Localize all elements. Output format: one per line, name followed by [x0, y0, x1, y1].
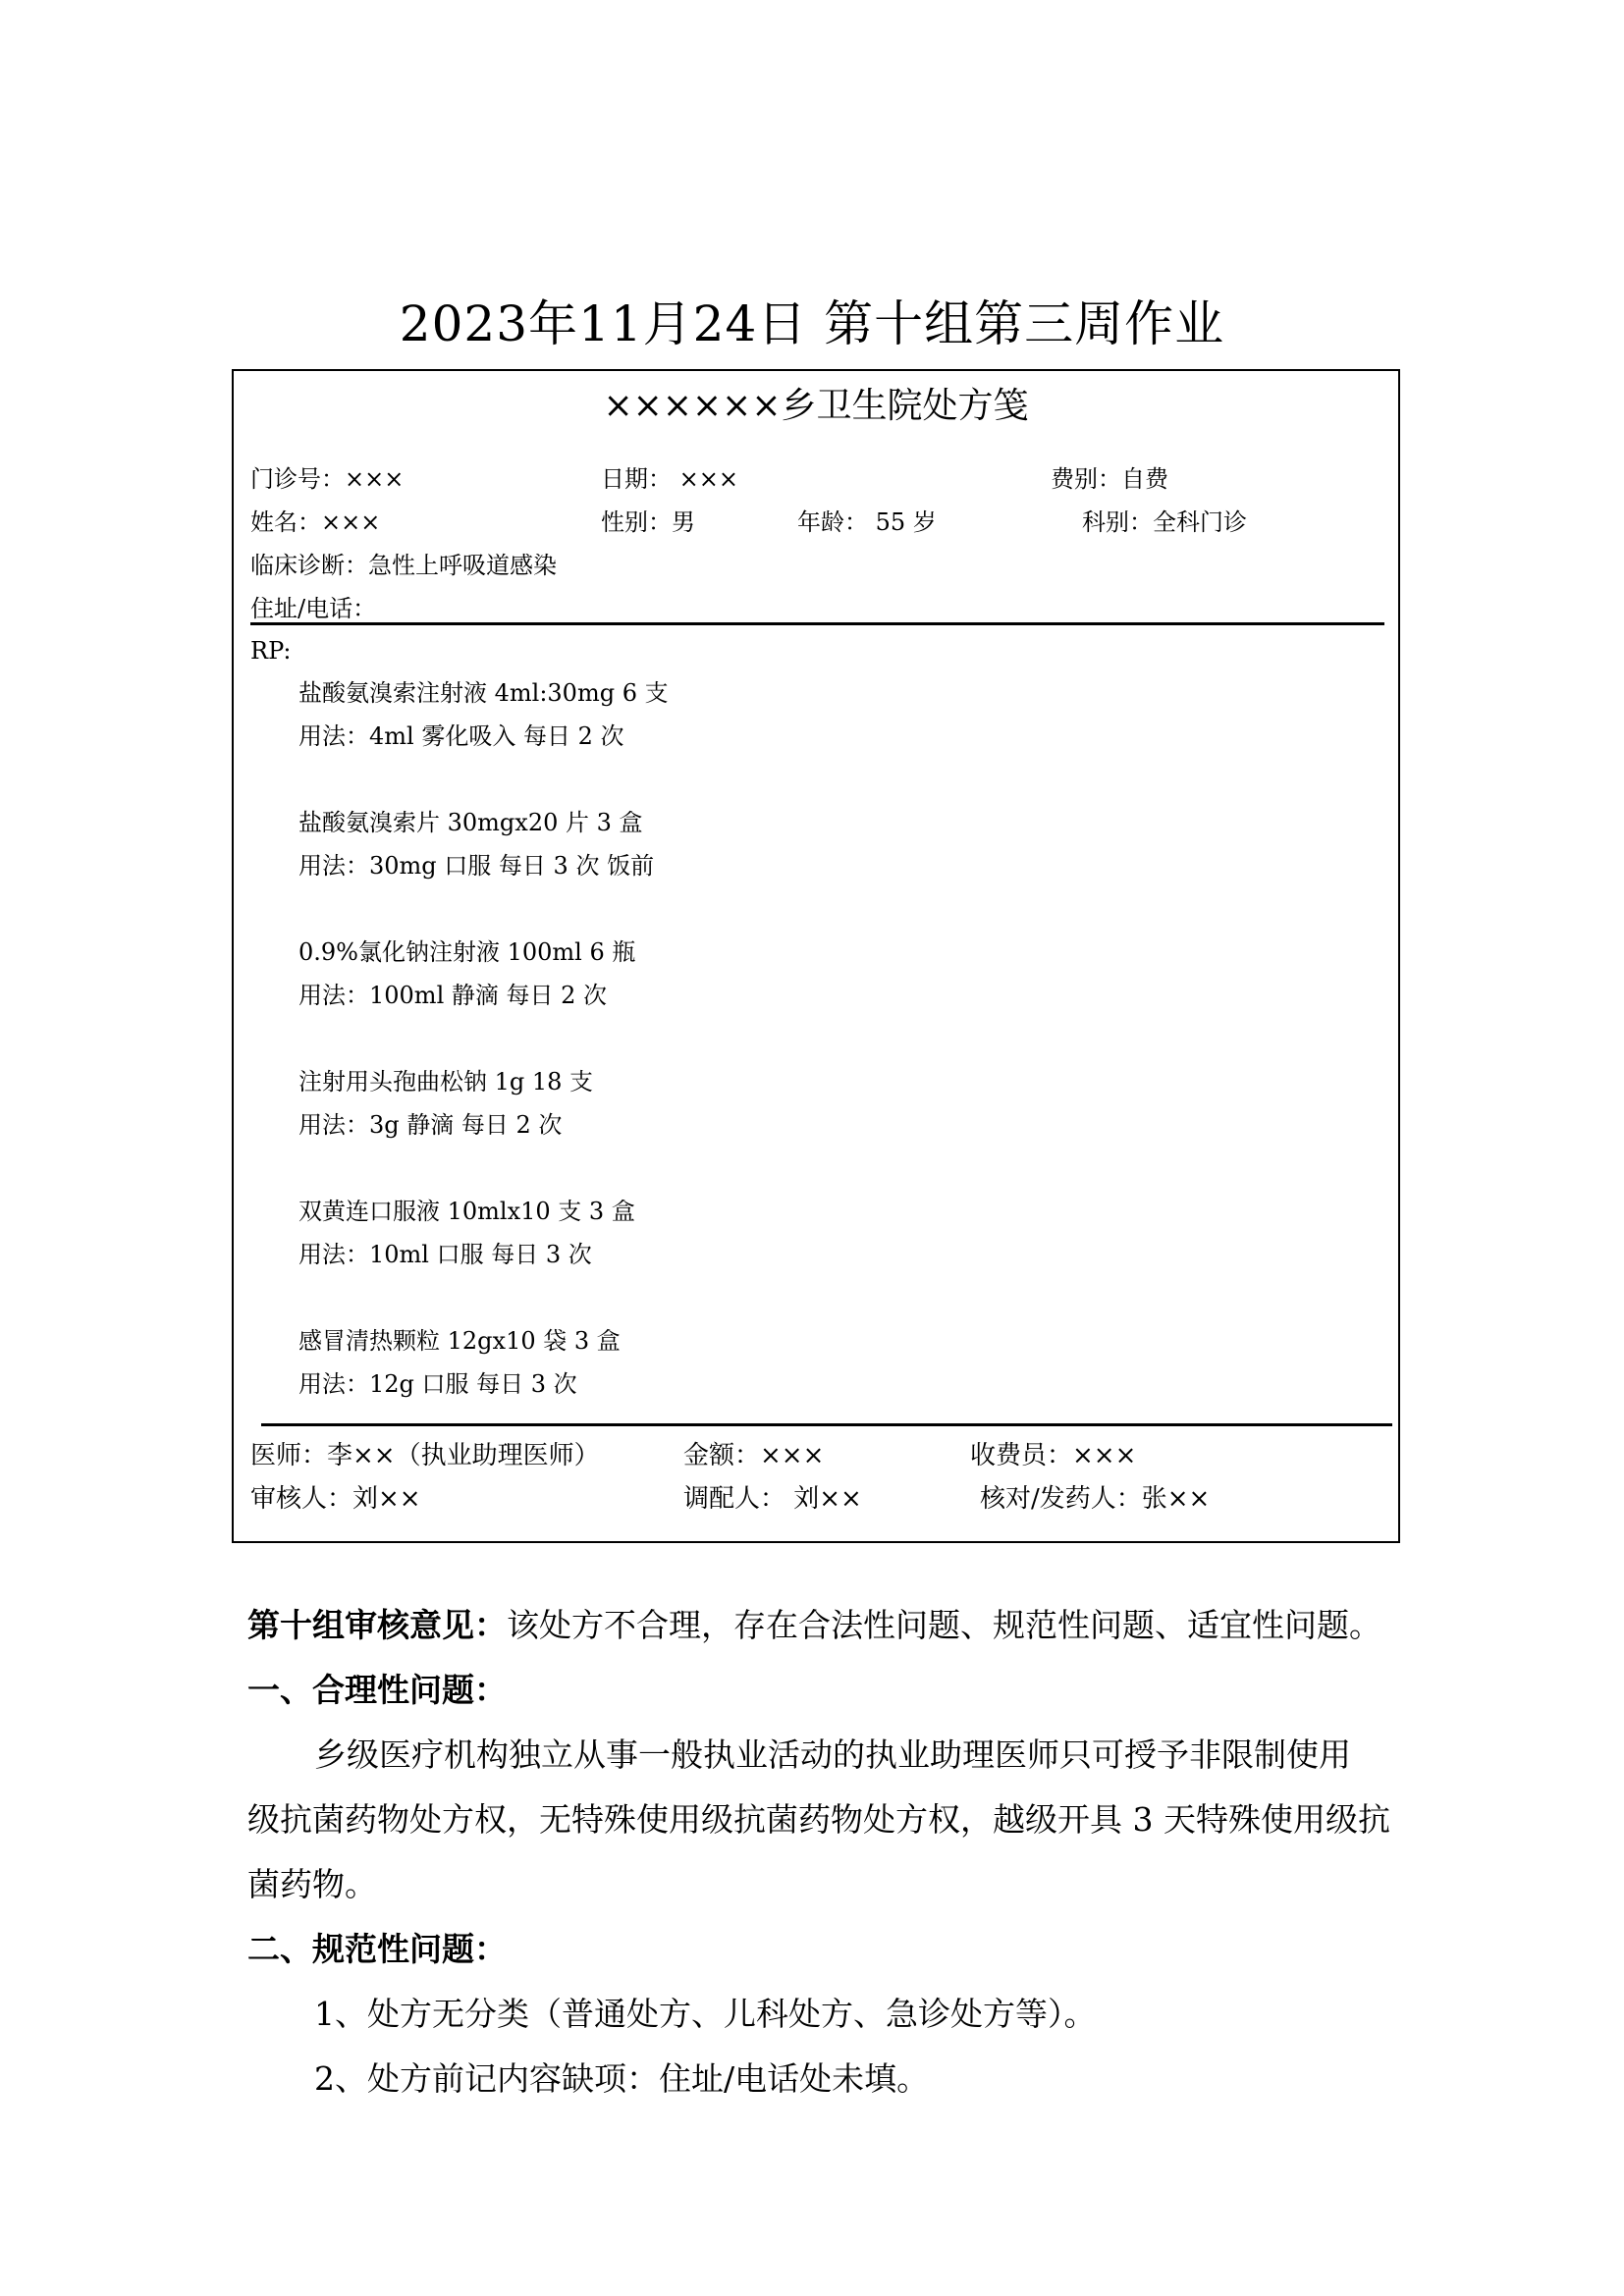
medication-usage: 用法：30mg 口服 每日 3 次 饭前	[298, 852, 655, 880]
medication-usage: 用法：4ml 雾化吸入 每日 2 次	[298, 722, 624, 750]
doctor-signature: 医师：李××（执业助理医师）	[250, 1441, 600, 1470]
clinical-diagnosis: 临床诊断：急性上呼吸道感染	[250, 552, 557, 579]
prescription-form	[232, 369, 1400, 1543]
reviewer-field: 审核人：刘××	[250, 1484, 421, 1514]
department: 科别：全科门诊	[1082, 508, 1247, 536]
amount-field: 金额：×××	[683, 1441, 825, 1470]
medication-name: 双黄连口服液 10mlx10 支 3 盒	[298, 1198, 635, 1225]
page-title: 2023年11月24日 第十组第三周作业	[399, 295, 1225, 352]
footer-divider	[261, 1423, 1392, 1426]
fee-type: 费别：自费	[1051, 465, 1168, 493]
review-intro	[247, 1604, 1381, 1647]
checker-field: 核对/发药人：张××	[980, 1484, 1211, 1514]
clinic-number: 门诊号：×××	[250, 465, 405, 493]
address-phone: 住址/电话：	[250, 595, 377, 622]
header-divider	[250, 622, 1384, 625]
patient-age: 年龄： 55 岁	[797, 508, 937, 536]
paragraph-line: 级抗菌药物处方权，无特殊使用级抗菌药物处方权，越级开具 3 天特殊使用级抗	[247, 1800, 1390, 1839]
medication-name: 感冒清热颗粒 12gx10 袋 3 盒	[298, 1327, 621, 1355]
section-heading: 二、规范性问题：	[247, 1930, 507, 1968]
section-heading: 一、合理性问题：	[247, 1671, 507, 1709]
patient-gender: 性别：男	[601, 508, 695, 536]
review-intro-text: 该处方不合理，存在合法性问题、规范性问题、适宜性问题。	[507, 1606, 1381, 1644]
medication-name: 注射用头孢曲松钠 1g 18 支	[298, 1068, 594, 1095]
medication-name: 盐酸氨溴索片 30mgx20 片 3 盒	[298, 809, 643, 836]
list-item: 2、处方前记内容缺项：住址/电话处未填。	[314, 2059, 930, 2098]
review-intro-label: 第十组审核意见：	[247, 1606, 507, 1644]
rp-label: RP:	[250, 637, 292, 665]
medication-name: 盐酸氨溴索注射液 4ml:30mg 6 支	[298, 679, 669, 707]
patient-name: 姓名：×××	[250, 508, 381, 536]
medication-usage: 用法：3g 静滴 每日 2 次	[298, 1111, 563, 1139]
dispenser-field: 调配人： 刘××	[683, 1484, 862, 1514]
prescription-title: ××××××乡卫生院处方笺	[603, 386, 1029, 426]
paragraph-line: 乡级医疗机构独立从事一般执业活动的执业助理医师只可授予非限制使用	[314, 1735, 1351, 1774]
medication-usage: 用法：100ml 静滴 每日 2 次	[298, 982, 608, 1009]
medication-name: 0.9%氯化钠注射液 100ml 6 瓶	[298, 938, 636, 966]
date-field: 日期： ×××	[601, 465, 738, 493]
medication-usage: 用法：10ml 口服 每日 3 次	[298, 1241, 592, 1268]
cashier-field: 收费员：×××	[970, 1441, 1137, 1470]
medication-usage: 用法：12g 口服 每日 3 次	[298, 1370, 577, 1398]
list-item: 1、处方无分类（普通处方、儿科处方、急诊处方等）。	[314, 1995, 1097, 2033]
paragraph-line: 菌药物。	[247, 1865, 377, 1903]
